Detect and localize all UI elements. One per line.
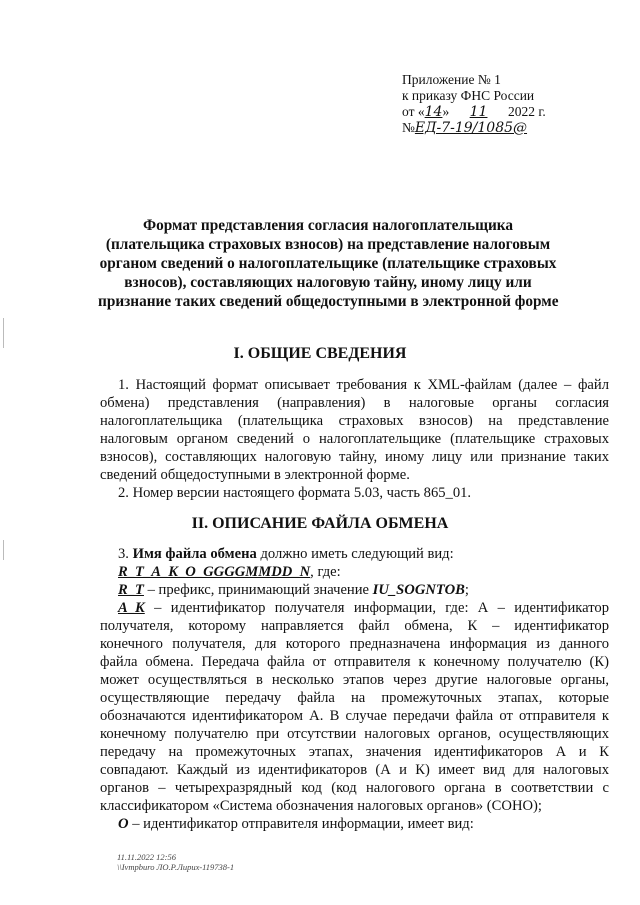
appendix-date: от «14» 11 2022 г. (402, 104, 546, 120)
footer-stamp: 11.11.2022 12:56 \\Ivmpburo ЛО.Р.Лирих-119738-1 (117, 852, 235, 872)
appendix-number: №ЕД-7-19/1085@ (402, 120, 528, 136)
appendix-title: Приложение № 1 (402, 72, 501, 87)
date-month: 11 (469, 104, 488, 120)
margin-mark (3, 540, 4, 560)
date-day: 14 (424, 104, 443, 120)
recipient-definition: A_K – идентификатор получателя информации, где: А – идентификатор (118, 600, 609, 616)
prefix-definition: R_T – префикс, принимающий значение IU_SOGNTOB; (118, 582, 469, 598)
section-heading-file: II. ОПИСАНИЕ ФАЙЛА ОБМЕНА (191, 515, 449, 532)
paragraph-3: 3. Имя файла обмена должно иметь следующий вид: R_T_A_K_O_GGGGMMDD_N, где: R_T – префикс, принимающий значение IU_SOGNTOB; A_K – идентификатор получателя информации, где: А – идентификатор получателя, которому направляется файл обмена, К – идентификатор конечного получателя, для которого предназначена информация из данного файла обмена. Передача файла от отправителя к конечному получателю (К) может осуществляться в несколько этапов через другие налоговые органы, осуществляющие передачу файла на промежуточных этапах, которые обозначаются идентификатором А. В случае передачи файла от отправителя к конечному получателю при отсутствии налоговых органов, осуществляющих передачу на промежуточных этапах, значения идентификаторов А и К совпадают. Каждый из идентификаторов (А и К) имеет вид для налоговых органов – четырехразрядный код (код налогового органа в соответствии с классификатором «Система обозначения налоговых органов» (СОНО); O – идентификатор отправителя информации, имеет вид: (100, 546, 609, 832)
paragraph-1: 1. Настоящий формат описывает требования к XML-файлам (далее – файл обмена) представления (направления) в налоговые органы согласия налогоплательщика (плательщика страховых взносов) на представление налоговым органом сведений о налогоплательщике (плательщике страховых взносов), составляющих налоговую тайну, иному лицу или признание таких сведений общедоступными в электронной форме. 2. Номер версии настоящего формата 5.03, часть 865_01. (100, 377, 609, 501)
margin-mark (3, 318, 4, 348)
document-title: Формат представления согласия налогоплательщика (плательщика страховых взносов) на представление налоговым органом сведений о налогоплательщике (плательщике страховых взносов), составляющих налоговую тайну, иному лицу или признание таких сведений общедоступными в электронной форме (98, 217, 559, 310)
paragraph-2: 2. Номер версии настоящего формата 5.03, часть 865_01. (118, 485, 472, 501)
order-number: ЕД-7-19/1085@ (414, 120, 528, 136)
sender-definition: O – идентификатор отправителя информации, имеет вид: (118, 816, 474, 832)
appendix-block (402, 72, 546, 136)
section-heading-general: I. ОБЩИЕ СВЕДЕНИЯ (233, 345, 407, 362)
appendix-order: к приказу ФНС России (402, 88, 535, 103)
file-name-pattern: R_T_A_K_O_GGGGMMDD_N, где: (118, 564, 341, 580)
